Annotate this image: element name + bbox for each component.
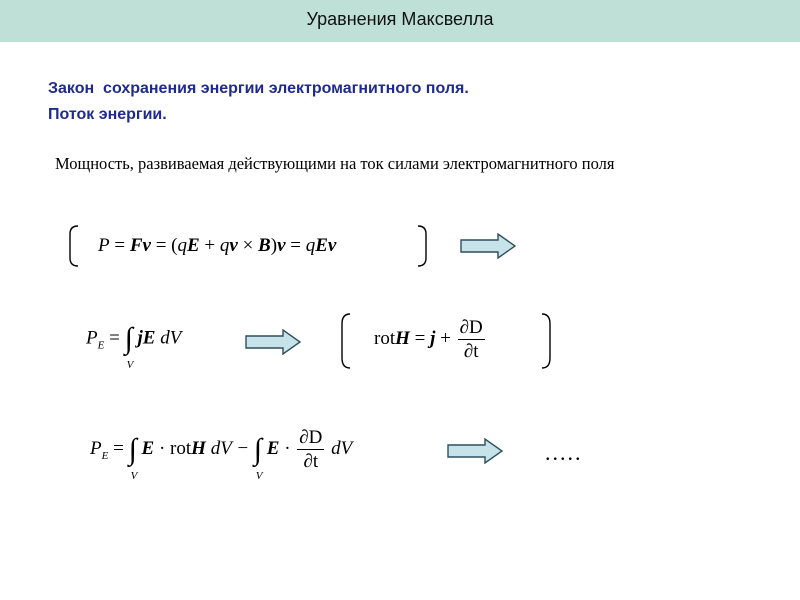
formula-power-expanded: $P_E$ = ∫ V E · rotH dV − ∫ V E · $\frac{\partial D}{\partial t}$ dV	[90, 427, 353, 482]
formula-power: P = Fv = (qE + qv × B)v = qEv	[98, 235, 337, 256]
right-brace-icon	[416, 224, 430, 268]
section-heading-line2: Поток энергии.	[48, 106, 167, 123]
right-arrow-icon	[447, 438, 503, 464]
right-arrow-icon	[245, 329, 301, 355]
ellipsis: .....	[545, 440, 583, 465]
right-arrow-icon	[460, 233, 516, 259]
section-heading-line1: Закон сохранения энергии электромагнитного поля.	[48, 80, 469, 97]
left-brace-icon	[338, 312, 352, 370]
formula-power-integral: $P_E$ = ∫ V jE dV	[86, 322, 182, 371]
intro-text: Мощность, развиваемая действующими на ток силами электромагнитного поля	[55, 154, 615, 173]
formula-ampere-maxwell: rotH = j + $\frac{\partial D}{\partial t}$	[374, 317, 483, 362]
slide-title: Уравнения Максвелла	[306, 9, 494, 29]
right-brace-icon	[540, 312, 554, 370]
slide-header	[0, 0, 800, 42]
left-brace-icon	[66, 224, 80, 268]
